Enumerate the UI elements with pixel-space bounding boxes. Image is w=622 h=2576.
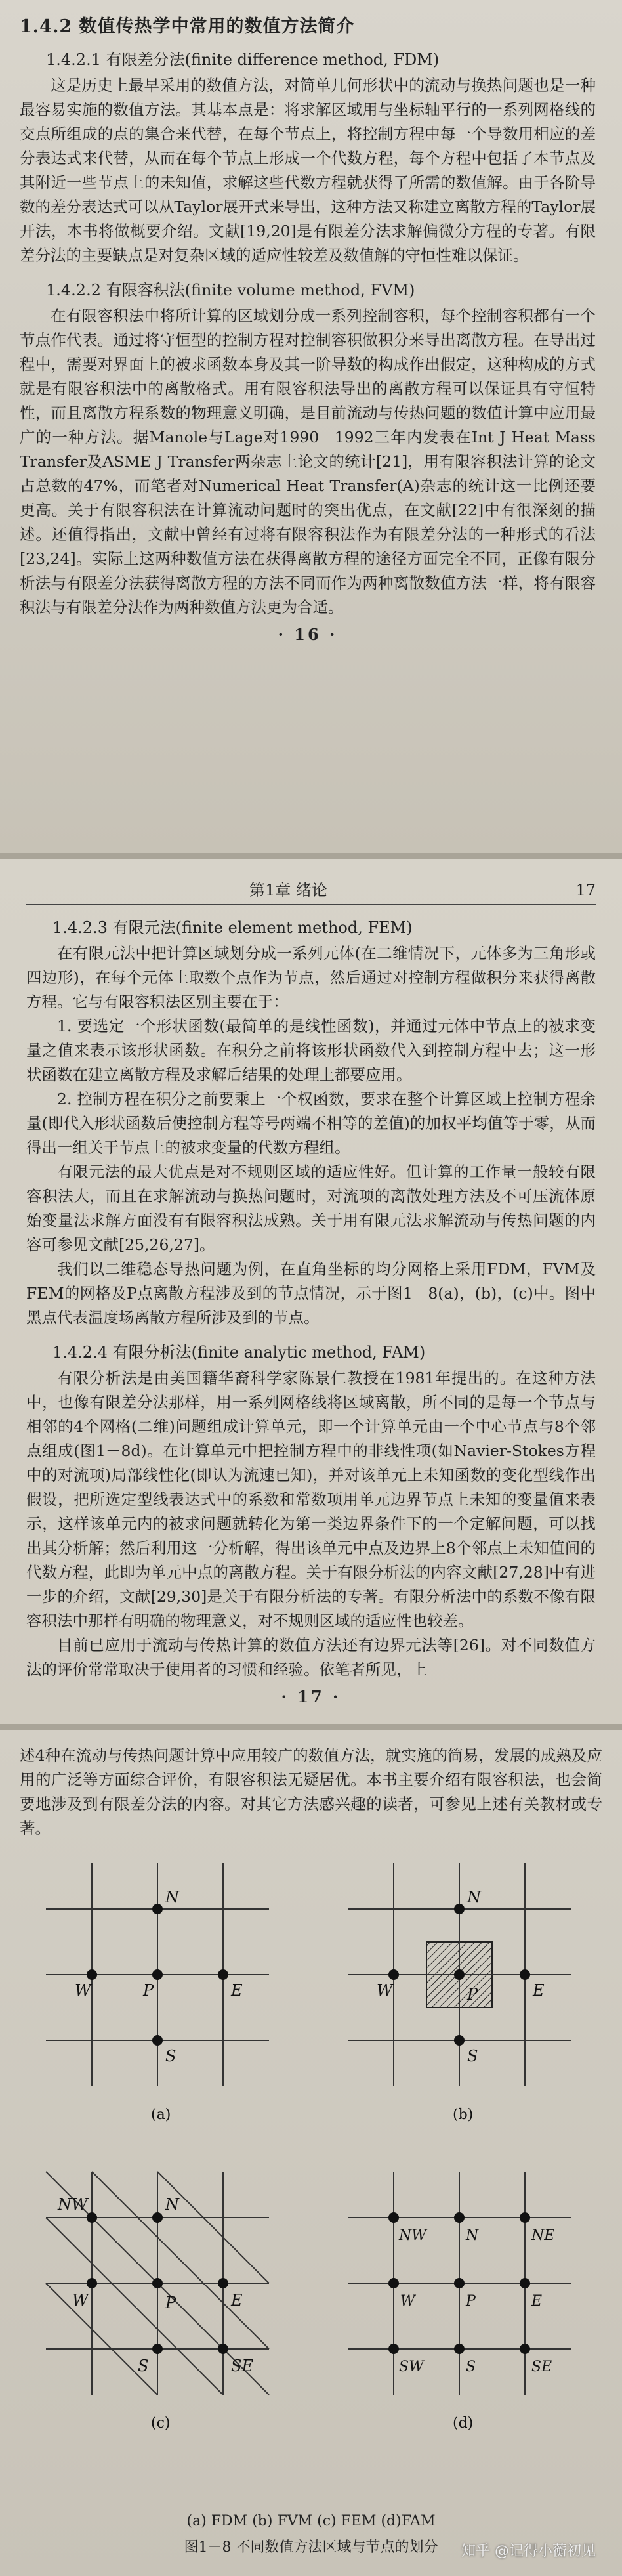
page-number-16: · 16 ·: [278, 625, 338, 644]
node-p: [454, 1969, 465, 1980]
node-p: [152, 2278, 163, 2288]
node-s: [454, 2035, 465, 2046]
watermark: 知乎 @记得小蘅初见: [461, 2543, 596, 2560]
node-e: [218, 1969, 228, 1980]
running-header-page: 17: [575, 881, 596, 899]
section-title: 1.4.2 数值传热学中常用的数值方法简介: [20, 16, 355, 37]
fem-paragraph-5: 我们以二维稳态导热问题为例，在直角坐标的均分网格上采用FDM，FVM及FEM的网格及P点离散方程涉及到的节点情况，示于图1－8(a)，(b)，(c)中。图中黑点代表温度场离散方程所涉及到的节点。: [26, 1260, 596, 1327]
subfig-c-fem: [20, 2158, 295, 2441]
node-w: [87, 1969, 97, 1980]
node-s: [152, 2035, 163, 2046]
node-sw: [388, 2344, 399, 2354]
fem-paragraph-3: 2. 控制方程在积分之前要乘上一个权函数，要求在整个计算区域上控制方程余量(即代入形状函数后使控制方程等号两端不相等的差值)的加权平均值等于零，从而得出一组关于节点上的被求变量的代数方程组。: [26, 1090, 596, 1157]
label-p: P: [165, 2294, 176, 2312]
label-nw: NW: [58, 2195, 88, 2214]
fam-paragraph-1: 有限分析法是由美国籍华裔科学家陈景仁教授在1981年提出的。在这种方法中，也像有限差分法那样，用一系列网格线将区域离散，所不同的是每一个节点与相邻的4个网格(二维)问题组成计算单元，即一个计算单元由一个中心节点与8个邻点组成(图1－8d)。在计算单元中把控制方程中的非线性项(如Navier-Stokes方程中的对流项)局部线性化(即认为流速已知)，并对该单元上未知函数的变化型线作出假设，把所选定型线表达式中的系数和常数项用单元边界节点上未知的变量值来表示，这样该单元内的被求问题就转化为第一类边界条件下的一个定解问题，可以找出其分析解；然后利用这一分析解，得出该单元中点及边界上8个邻点上未知值间的代数方程，此即为单元中点的离散方程。关于有限分析法的内容文献[27,28]中有进一步的介绍，文献[29,30]是关于有限分析法的专著。有限分析法中的系数不像有限容积法中那样有明确的物理意义，对不规则区域的适应性也较差。: [26, 1369, 596, 1630]
subfig-a-fdm: [20, 1850, 295, 2132]
node-w: [388, 1969, 399, 1980]
fem-paragraph-4: 有限元法的最大优点是对不规则区域的适应性好。但计算的工作量一般较有限容积法大，而且在求解流动与换热问题时，对流项的离散处理方法及不可压流体原始变量法求解方面没有有限容积法成熟。关于用有限元法求解流动与传热问题的内容可参见文献[25,26,27]。: [26, 1163, 596, 1254]
node-n: [152, 1904, 163, 1914]
label-n: N: [466, 2227, 479, 2244]
fvm-heading: 1.4.2.2 有限容积法(finite volume method, FVM): [46, 281, 415, 299]
label-s: S: [165, 2047, 176, 2065]
label-w: W: [75, 1981, 91, 2000]
label-e: E: [231, 1981, 243, 2000]
label-n: N: [467, 1888, 481, 1906]
fam-grid-diagram: [321, 2158, 597, 2441]
fdm-heading: 1.4.2.1 有限差分法(finite difference method, FDM): [46, 51, 440, 69]
page-18-photo: [0, 1730, 622, 2576]
node-e: [520, 2278, 530, 2288]
node-w: [388, 2278, 399, 2288]
fvm-paragraph: 在有限容积法中将所计算的区域划分成一系列控制容积，每个控制容积都有一个节点作代表。通过将守恒型的控制方程对控制容积做积分来导出离散方程。在导出过程中，需要对界面上的被求函数本身及其一阶导数的构成作出假定，这种构成的方式就是有限容积法中的离散格式。用有限容积法导出的离散方程可以保证具有守恒特性，而且离散方程系数的物理意义明确，是目前流动与传热问题的数值计算中应用最广的一种方法。据Manole与Lage对1990－1992三年内发表在Int J Heat Mass Transfer及ASME J Transfer两杂志上论文的统计[21]，用有限容积法计算的论文占总数的47%，而笔者对Numerical Heat Transfer(A)杂志的统计这一比例还要更高。关于有限容积法在计算流动问题时的突出优点，在文献[22]中有很深刻的描述。还值得指出，文献中曾经有过将有限容积法作为有限差分法的一种形式的看法[23,24]。实际上这两种数值方法在获得离散方程的途径方面完全不同，正像有限分析法与有限差分法获得离散方程的方法不同而作为两种离散数值方法一样，将有限容积法与有限差分法作为两种数值方法更为合适。: [20, 307, 596, 616]
node-se: [218, 2344, 228, 2354]
intro-paragraph: 述4种在流动与传热问题计算中应用较广的数值方法，就实施的简易，发展的成熟及应用的广泛等方面综合评价，有限容积法无疑居优。本书主要介绍有限容积法，也会简要地涉及到有限差分法的内容。对其它方法感兴趣的读者，可参见上述有关教材或专著。: [20, 1746, 602, 1837]
fem-heading: 1.4.2.3 有限元法(finite element method, FEM): [52, 918, 413, 937]
label-n: N: [165, 2195, 179, 2214]
subfig-label-a: (a): [151, 2107, 171, 2123]
label-e: E: [533, 1981, 545, 2000]
label-ne: NE: [531, 2227, 555, 2244]
label-s: S: [138, 2357, 149, 2375]
node-n: [454, 2212, 465, 2223]
label-w: W: [400, 2293, 415, 2309]
running-header: [26, 877, 596, 905]
label-s: S: [466, 2359, 476, 2375]
figure-caption-line-2: 图1－8 不同数值方法区域与节点的划分: [184, 2539, 438, 2556]
label-w: W: [377, 1981, 393, 2000]
page-17-photo: [0, 859, 622, 1724]
subfig-d-fam: [321, 2158, 597, 2441]
label-e: E: [531, 2293, 543, 2309]
fdm-grid-diagram: [20, 1850, 295, 2132]
fam-paragraph-2: 目前已应用于流动与传热计算的数值方法还有边界元法等[26]。对不同数值方法的评价常常取决于使用者的习惯和经验。依笔者所见，上: [26, 1636, 596, 1679]
label-sw: SW: [399, 2359, 424, 2375]
node-n: [454, 1904, 465, 1914]
label-se: SE: [231, 2357, 253, 2375]
photo-divider: [0, 1724, 622, 1730]
subfig-b-fvm: [321, 1850, 597, 2132]
node-e: [218, 2278, 228, 2288]
node-w: [87, 2278, 97, 2288]
label-p: P: [143, 1981, 154, 2000]
label-p: P: [466, 2293, 476, 2309]
label-se: SE: [531, 2359, 552, 2375]
node-se: [520, 2344, 530, 2354]
node-e: [520, 1969, 530, 1980]
figure-1-8: [20, 1850, 602, 2506]
page-number-17: · 17 ·: [281, 1687, 341, 1706]
node-s: [152, 2344, 163, 2354]
label-e: E: [231, 2291, 243, 2309]
node-s: [454, 2344, 465, 2354]
node-nw: [87, 2212, 97, 2223]
fem-grid-diagram: [20, 2158, 295, 2441]
fam-heading: 1.4.2.4 有限分析法(finite analytic method, FAM): [52, 1343, 426, 1362]
fem-paragraph-2: 1. 要选定一个形状函数(最简单的是线性函数)，并通过元体中节点上的被求变量之值来表示该形状函数。在积分之前将该形状函数代入到控制方程中去；这一形状函数在建立离散方程及求解后结果的处理上都要应用。: [26, 1017, 596, 1084]
node-p: [454, 2278, 465, 2288]
label-p: P: [467, 1985, 478, 2004]
node-n: [152, 2212, 163, 2223]
page-16-photo: [0, 0, 622, 853]
running-header-title: 第1章 绪论: [249, 881, 327, 899]
subfig-label-b: (b): [453, 2107, 474, 2123]
label-s: S: [467, 2047, 478, 2065]
fvm-grid-diagram: [321, 1850, 597, 2132]
fdm-paragraph: 这是历史上最早采用的数值方法，对简单几何形状中的流动与换热问题也是一种最容易实施的数值方法。其基本点是：将求解区域用与坐标轴平行的一系列网格线的交点所组成的点的集合来代替，在每个节点上，将控制方程中每一个导数用相应的差分表达式来代替，从而在每个节点上形成一个代数方程，每个方程中包括了本节点及其附近一些节点上的未知值，求解这些代数方程就获得了所需的数值解。由于各阶导数的差分表达式可以从Taylor展开式来导出，这种方法又称建立离散方程的Taylor展开法，本书将做概要介绍。文献[19,20]是有限差分法求解偏微分方程的专著。有限差分法的主要缺点是对复杂区域的适应性较差及数值解的守恒性难以保证。: [20, 76, 596, 265]
node-p: [152, 1969, 163, 1980]
node-ne: [520, 2212, 530, 2223]
figure-caption-line-1: (a) FDM (b) FVM (c) FEM (d)FAM: [186, 2513, 436, 2529]
photo-divider: [0, 853, 622, 859]
label-w: W: [72, 2291, 89, 2309]
node-nw: [388, 2212, 399, 2223]
fem-paragraph-1: 在有限元法中把计算区域划分成一系列元体(在二维情况下，元体多为三角形或四边形)，在每个元体上取数个点作为节点，然后通过对控制方程做积分来获得离散方程。它与有限容积法区别主要在于：: [26, 944, 596, 1011]
subfig-label-d: (d): [453, 2415, 474, 2432]
subfig-label-c: (c): [151, 2415, 171, 2432]
label-n: N: [165, 1888, 179, 1906]
label-nw: NW: [399, 2227, 426, 2244]
